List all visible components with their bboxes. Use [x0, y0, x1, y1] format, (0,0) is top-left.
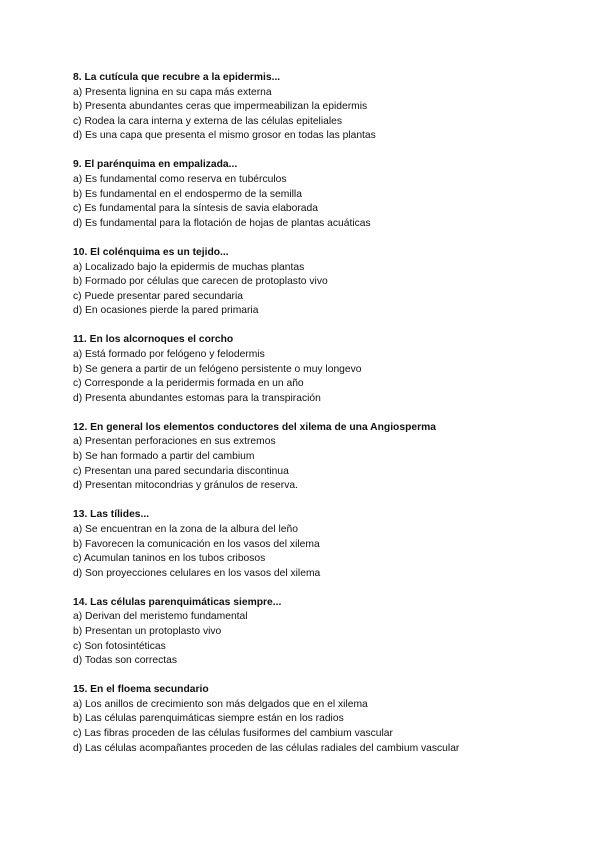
question-14 — [73, 596, 583, 669]
question-10 — [73, 246, 583, 319]
question-title: 13. Las tílides... — [73, 509, 150, 521]
option-b: b) Presenta abundantes ceras que impermeabilizan la epidermis — [73, 101, 368, 113]
option-a: a) Localizado bajo la epidermis de muchas plantas — [73, 261, 305, 273]
option-d: d) En ocasiones pierde la pared primaria — [73, 305, 259, 317]
option-a: a) Derivan del meristemo fundamental — [73, 611, 248, 623]
question-11 — [73, 333, 583, 406]
option-c: c) Las fibras proceden de las células fusiformes del cambium vascular — [73, 728, 393, 740]
option-a: a) Es fundamental como reserva en tubérculos — [73, 174, 287, 186]
option-a: a) Está formado por felógeno y felodermis — [73, 349, 265, 360]
option-a: a) Los anillos de crecimiento son más delgados que en el xilema — [73, 698, 368, 710]
option-c: c) Corresponde a la peridermis formada en un año — [73, 378, 304, 390]
question-title: 14. Las células parenquimáticas siempre... — [73, 596, 282, 608]
question-13 — [73, 508, 583, 581]
option-c: c) Puede presentar pared secundaria — [73, 290, 244, 302]
option-d: d) Es fundamental para la flotación de hojas de plantas acuáticas — [73, 217, 371, 229]
question-title: 8. La cutícula que recubre a la epidermis... — [73, 72, 281, 83]
option-b: b) Formado por células que carecen de protoplasto vivo — [73, 276, 328, 288]
option-a: a) Presenta lignina en su capa más externa — [73, 86, 272, 98]
option-b: b) Favorecen la comunicación en los vasos del xilema — [73, 538, 320, 550]
option-c: c) Son fotosintéticas — [73, 640, 166, 652]
option-c: c) Presentan una pared secundaria discontinua — [73, 465, 289, 477]
question-title: 15. En el floema secundario — [73, 684, 209, 696]
option-d: d) Las células acompañantes proceden de las células radiales del cambium vascular — [73, 742, 460, 754]
question-9 — [73, 158, 583, 231]
option-d: d) Son proyecciones celulares en los vasos del xilema — [73, 567, 321, 579]
question-title: 12. En general los elementos conductores del xilema de una Angiosperma — [73, 421, 436, 433]
option-c: c) Rodea la cara interna y externa de las células epiteliales — [73, 115, 343, 127]
question-8 — [73, 71, 583, 144]
document-page — [73, 71, 583, 771]
option-b: b) Es fundamental en el endospermo de la semilla — [73, 188, 302, 200]
option-c: c) Es fundamental para la síntesis de savia elaborada — [73, 203, 318, 215]
question-title: 9. El parénquima en empalizada... — [73, 159, 238, 171]
question-title: 10. El colénquima es un tejido... — [73, 246, 229, 258]
question-title: 11. En los alcornoques el corcho — [73, 334, 234, 346]
question-12 — [73, 421, 583, 494]
question-15 — [73, 683, 583, 756]
option-d: d) Es una capa que presenta el mismo grosor en todas las plantas — [73, 130, 376, 142]
option-d: d) Todas son correctas — [73, 655, 177, 667]
option-d: d) Presenta abundantes estomas para la transpiración — [73, 392, 321, 404]
option-c: c) Acumulan taninos en los tubos cribosos — [73, 553, 266, 565]
option-a: a) Se encuentran en la zona de la albura del leño — [73, 523, 298, 535]
option-b: b) Presentan un protoplasto vivo — [73, 626, 222, 637]
option-b: b) Se han formado a partir del cambium — [73, 451, 255, 463]
option-b: b) Se genera a partir de un felógeno persistente o muy longevo — [73, 363, 362, 375]
option-a: a) Presentan perforaciones en sus extremos — [73, 436, 276, 448]
option-b: b) Las células parenquimáticas siempre están en los radios — [73, 713, 344, 725]
option-d: d) Presentan mitocondrias y gránulos de reserva. — [73, 480, 298, 492]
